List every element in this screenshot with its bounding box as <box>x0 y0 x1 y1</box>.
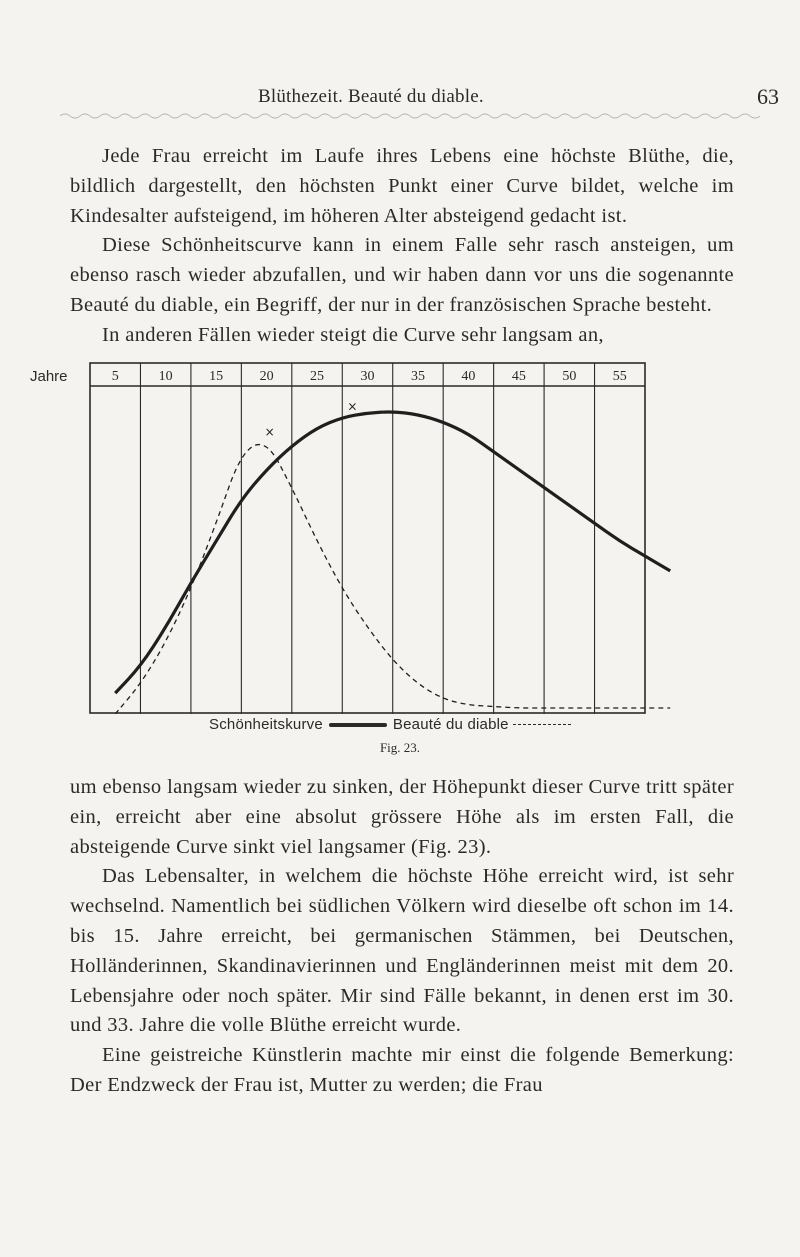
peak-marker: × <box>264 424 275 439</box>
x-tick-label: 35 <box>410 369 425 384</box>
paragraph: um ebenso langsam wieder zu sinken, der Höhepunkt dieser Curve tritt später ein, erreicht aber eine absolut grössere Höhe als im ersten Fall, die absteigende Curve sinkt viel langsamer (Fig. 23). <box>70 776 734 858</box>
running-head: Blüthezeit. Beauté du diable. <box>258 86 484 107</box>
x-tick-label: 50 <box>562 369 577 384</box>
legend-swatch-dashed <box>513 724 571 725</box>
chart-frame <box>90 363 645 713</box>
beauty-curve-chart <box>0 362 800 714</box>
figure-legend <box>209 716 571 733</box>
paragraph: Eine geistreiche Künstlerin machte mir einst die folgende Bemerkung: Der Endzweck der Frau ist, Mutter zu werden; die Frau <box>70 1044 734 1096</box>
x-tick-label: 20 <box>259 369 274 384</box>
page-header <box>0 86 800 110</box>
figure-caption: Fig. 23. <box>379 740 421 755</box>
legend-label-dashed: Beauté du diable <box>392 716 509 733</box>
peak-marker: × <box>347 399 358 414</box>
paragraph: In anderen Fällen wieder steigt die Curve sehr langsam an, <box>102 323 604 346</box>
paragraph: Das Lebensalter, in welchem die höchste Höhe erreicht wird, ist sehr wechselnd. Namentlich bei südlichen Völkern wird dieselbe oft schon im 14. bis 15. Jahre erreicht, bei germanischen Stämmen, bei Deutschen, Holländerinnen, Skandinavierinnen und Engländerinnen meist mit dem 20. Lebensjahre oder noch später. Mir sind Fälle bekannt, in denen erst im 30. und 33. Jahre die volle Blüthe erreicht wurde. <box>70 865 734 1037</box>
x-tick-label: 30 <box>360 369 375 384</box>
page-number: 63 <box>757 84 779 109</box>
x-tick-label: 45 <box>511 369 526 384</box>
x-tick-label: 5 <box>111 369 119 384</box>
x-tick-label: 25 <box>310 369 325 384</box>
paragraph: Jede Frau erreicht im Laufe ihres Lebens eine höchste Blüthe, die, bildlich dargestellt, den höchsten Punkt einer Curve bildet, welche im Kindesalter aufsteigend, im höheren Alter absteigend gedacht ist. <box>70 145 734 227</box>
paragraph: Diese Schönheitscurve kann in einem Falle sehr rasch ansteigen, um ebenso rasch wieder abzufallen, und wir haben dann vor uns die sogenannte Beauté du diable, ein Begriff, der nur in der französischen Sprache besteht. <box>70 234 734 316</box>
x-tick-label: 55 <box>612 369 627 384</box>
legend-label-solid: Schönheitskurve <box>209 716 323 733</box>
header-ornament-rule <box>60 112 760 120</box>
x-tick-label: 15 <box>209 369 224 384</box>
axis-label-jahre: Jahre <box>30 368 68 385</box>
x-tick-label: 40 <box>461 369 476 384</box>
body-text-bottom <box>70 773 734 1101</box>
legend-swatch-solid <box>329 723 387 727</box>
x-tick-label: 10 <box>158 369 173 384</box>
body-text-top <box>70 142 734 351</box>
